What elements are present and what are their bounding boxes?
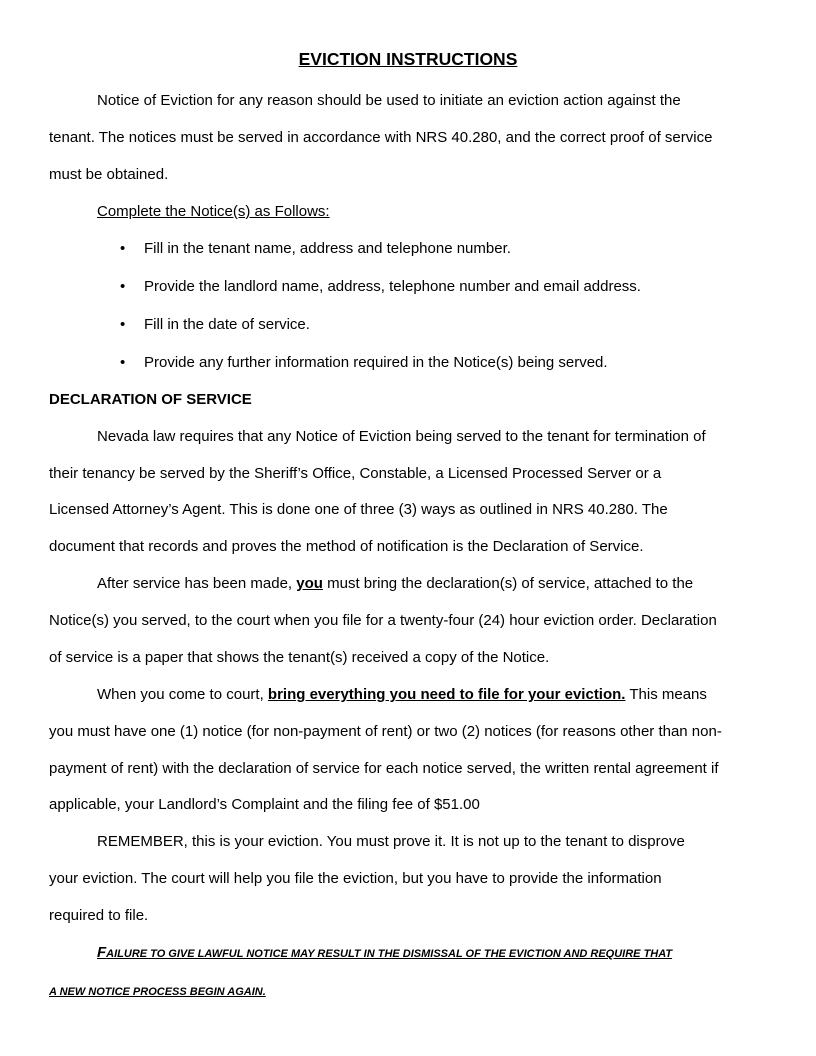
emphasis-bring-everything: bring everything you need to file for your eviction. xyxy=(267,686,626,703)
list-item: Provide any further information required in the Notice(s) being served. xyxy=(144,354,608,371)
warning-line-1 xyxy=(97,944,672,963)
nevada-line-3: Licensed Attorney’s Agent. This is done one of three (3) ways as outlined in NRS 40.280. The xyxy=(49,501,668,518)
court-text: When you come to court, xyxy=(97,686,268,703)
intro-line-3: must be obtained. xyxy=(49,166,169,183)
remember-line-1: REMEMBER, this is your eviction. You must prove it. It is not up to the tenant to disprove xyxy=(97,833,685,850)
intro-line-1: Notice of Eviction for any reason should be used to initiate an eviction action against the xyxy=(97,92,681,109)
warning-line-2 xyxy=(49,982,266,1001)
complete-notice-heading: Complete the Notice(s) as Follows: xyxy=(97,203,330,220)
court-line-1 xyxy=(97,686,707,704)
bullet-icon: • xyxy=(120,240,126,257)
emphasis-you: you xyxy=(296,575,323,592)
after-service-text: After service has been made, xyxy=(97,575,297,592)
intro-line-2: tenant. The notices must be served in accordance with NRS 40.280, and the correct proof of service xyxy=(49,129,713,146)
nevada-line-1: Nevada law requires that any Notice of Eviction being served to the tenant for termination of xyxy=(97,428,706,445)
after-service-line-2: Notice(s) you served, to the court when you file for a twenty-four (24) hour eviction order. Declaration xyxy=(49,612,717,629)
after-service-line-1 xyxy=(97,575,693,593)
bullet-icon: • xyxy=(120,278,126,295)
remember-line-2: your eviction. The court will help you file the eviction, but you have to provide the information xyxy=(49,870,662,887)
list-item: Fill in the tenant name, address and telephone number. xyxy=(144,240,511,257)
court-line-2: you must have one (1) notice (for non-payment of rent) or two (2) notices (for reasons other than non- xyxy=(49,723,722,740)
list-item: Provide the landlord name, address, telephone number and email address. xyxy=(144,278,641,295)
court-text: This means xyxy=(625,686,707,703)
nevada-line-4: document that records and proves the method of notification is the Declaration of Service. xyxy=(49,538,644,555)
bullet-icon: • xyxy=(120,316,126,333)
list-item: Fill in the date of service. xyxy=(144,316,310,333)
remember-line-3: required to file. xyxy=(49,907,149,924)
court-line-4: applicable, your Landlord’s Complaint and the filing fee of $51.00 xyxy=(49,796,480,813)
page-title: EVICTION INSTRUCTIONS xyxy=(298,49,518,69)
after-service-text: must bring the declaration(s) of service, attached to the xyxy=(322,575,694,592)
bullet-icon: • xyxy=(120,354,126,371)
warning-initial: F xyxy=(97,944,107,961)
warning-text: A NEW NOTICE PROCESS BEGIN AGAIN. xyxy=(49,986,266,998)
declaration-heading: DECLARATION OF SERVICE xyxy=(49,391,252,408)
nevada-line-2: their tenancy be served by the Sheriff’s Office, Constable, a Licensed Processed Server or a xyxy=(49,465,662,482)
after-service-line-3: of service is a paper that shows the tenant(s) received a copy of the Notice. xyxy=(49,649,550,666)
court-line-3: payment of rent) with the declaration of service for each notice served, the written rental agreement if xyxy=(49,760,719,777)
warning-text: AILURE TO GIVE LAWFUL NOTICE MAY RESULT IN THE DISMISSAL OF THE EVICTION AND REQUIRE THAT xyxy=(106,948,673,960)
